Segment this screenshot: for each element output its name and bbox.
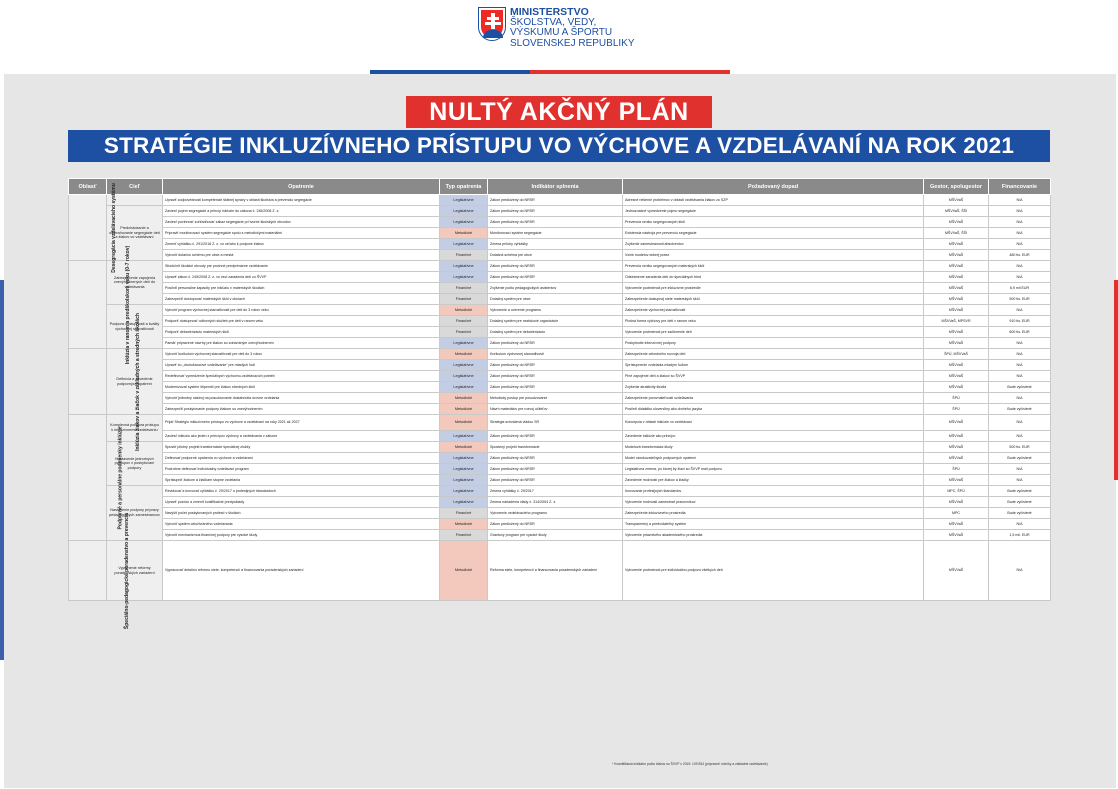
- table-row: [69, 305, 1051, 316]
- gestor-cell: MŠVVaŠ: [924, 371, 989, 382]
- impact-cell: Zavedenie inklúzie ako princípu: [623, 431, 924, 442]
- impact-cell: Posilniť didaktiku slovenčiny ako druhého jazyka: [623, 404, 924, 415]
- indicator-cell: Zákon predložený do NRSR: [488, 360, 623, 371]
- measure-cell: Vytvoriť kurikulum výchovnej starostlivosti pre deti do 3 rokov: [163, 349, 440, 360]
- table-row: [69, 442, 1051, 453]
- funding-cell: N/A: [989, 239, 1051, 250]
- funding-cell: N/A: [989, 464, 1051, 475]
- measure-cell: Upraviť zákon č. 245/2008 Z. z. vo veci zaradenia detí zo ŠVVP: [163, 272, 440, 283]
- funding-cell: N/A: [989, 261, 1051, 272]
- measure-cell: Zaviesť pojem segregácie a princíp inklúzie do zákona č. 245/2008 Z. z.: [163, 206, 440, 217]
- gestor-cell: MŠVVaŠ, MPSVR: [924, 316, 989, 327]
- impact-cell: Odstránenie zaradenia detí do špeciálnych tried: [623, 272, 924, 283]
- column-header: Indikátor splnenia: [488, 179, 623, 195]
- funding-cell: N/A: [989, 305, 1051, 316]
- table-row: [69, 393, 1051, 404]
- type-cell: Metodické: [440, 519, 488, 530]
- indicator-cell: Dotačná schéma pre obce: [488, 250, 623, 261]
- table-row: [69, 349, 1051, 360]
- area-label: Špeciálno-pedagogické poradenstvo a prevencia: [124, 512, 131, 629]
- type-cell: Metodické: [440, 541, 488, 601]
- gestor-cell: MŠVVaŠ: [924, 305, 989, 316]
- indicator-cell: Zákon predložený do NRSR: [488, 272, 623, 283]
- type-cell: Metodické: [440, 442, 488, 453]
- funding-cell: N/A: [989, 217, 1051, 228]
- type-cell: Legislatívne: [440, 431, 488, 442]
- gestor-cell: MŠVVaŠ: [924, 519, 989, 530]
- table-row: [69, 195, 1051, 206]
- funding-cell: N/A: [989, 371, 1051, 382]
- impact-cell: Plošná forma výchovy pre deti v ranom veku: [623, 316, 924, 327]
- impact-cell: Adresné riešenie problémov v oblasti vzdelávania žiakov zo SZP: [623, 195, 924, 206]
- measure-cell: Zabezpečiť poskytovanie podpory žiakom so znevýhodnením: [163, 404, 440, 415]
- funding-cell: N/A: [989, 360, 1051, 371]
- impact-cell: Zabezpečenie výchovnej starostlivosti: [623, 305, 924, 316]
- gestor-cell: ŠPÚ, MŠVVaŠ: [924, 349, 989, 360]
- indicator-cell: Zvýšenie počtu pedagogických asistentov: [488, 283, 623, 294]
- impact-cell: Zvýšenie zamestnanosti absolventov: [623, 239, 924, 250]
- type-cell: Legislatívne: [440, 382, 488, 393]
- ministry-line: ŠKOLSTVA, VEDY,: [510, 16, 597, 28]
- impact-cell: Zabezpečenie dostupnej siete materských škôl: [623, 294, 924, 305]
- funding-cell: Bude vyčíslené: [989, 382, 1051, 393]
- gestor-cell: ŠPÚ: [924, 393, 989, 404]
- gestor-cell: MŠVVaŠ: [924, 475, 989, 486]
- type-cell: Legislatívne: [440, 261, 488, 272]
- area-label: Desegregácia vzdelávacieho systému: [110, 182, 117, 273]
- indicator-cell: Zákon predložený do NRSR: [488, 195, 623, 206]
- funding-cell: Bude vyčíslené: [989, 453, 1051, 464]
- goal-cell: Podpora dostupnosti a kvality výchovnej starostlivosti: [107, 305, 163, 349]
- impact-cell: Zabezpečenie inkluzívneho prostredia: [623, 508, 924, 519]
- impact-cell: Vytvorenie možnosti zamestnať pracovníkov: [623, 497, 924, 508]
- type-cell: Finančné: [440, 508, 488, 519]
- area-label: Podporné a personálne podmienky inklúzie: [117, 425, 124, 530]
- indicator-cell: Zákon predložený do NRSR: [488, 453, 623, 464]
- funding-cell: 1,5 mil. EUR: [989, 530, 1051, 541]
- indicator-cell: Zákon predložený do NRSR: [488, 431, 623, 442]
- column-header: Gestor, spolugestor: [924, 179, 989, 195]
- funding-cell: Bude vyčíslené: [989, 404, 1051, 415]
- indicator-cell: Zákon predložený do NRSR: [488, 338, 623, 349]
- type-cell: Finančné: [440, 250, 488, 261]
- impact-cell: Zvýšenie atraktivity štúdia: [623, 382, 924, 393]
- type-cell: Legislatívne: [440, 239, 488, 250]
- table-row: [69, 530, 1051, 541]
- measure-cell: Sprístupniť žiakom a žiačkam stupne vzdelania: [163, 475, 440, 486]
- impact-cell: Modelová transformácia školy: [623, 442, 924, 453]
- measure-cell: Vypracovať detailnú reformu siete, kompetencií a financovania poradenských zariadení: [163, 541, 440, 601]
- funding-cell: 480 tis. EUR: [989, 250, 1051, 261]
- indicator-cell: Monitorovací systém segregácie: [488, 228, 623, 239]
- funding-cell: N/A: [989, 475, 1051, 486]
- type-cell: Legislatívne: [440, 453, 488, 464]
- measure-cell: Zaviesť povinnosť zohľadňovať zákaz segregácie pri tvorbe školských obvodov: [163, 217, 440, 228]
- measure-cell: Podporiť dostupnosť odborných služieb pre deti v ranom veku: [163, 316, 440, 327]
- area-label: Inklúzia v ranom a predškolskom veku (0-7 rokov): [125, 245, 132, 364]
- measure-cell: Upraviť zodpovednosti kompetencie štátnej správy v oblasti školstva a prevenciu segregácie: [163, 195, 440, 206]
- table-row: [69, 294, 1051, 305]
- gestor-cell: MŠVVaŠ: [924, 530, 989, 541]
- funding-cell: Bude vyčíslené: [989, 497, 1051, 508]
- measure-cell: Redefinovať vymedzenie špeciálnych výchovno-vzdelávacích potrieb: [163, 371, 440, 382]
- table-row: [69, 338, 1051, 349]
- type-cell: Legislatívne: [440, 206, 488, 217]
- impact-cell: Zavedenie možností pre žiakov a žiačky: [623, 475, 924, 486]
- gestor-cell: MŠVVaŠ: [924, 239, 989, 250]
- table-row: [69, 217, 1051, 228]
- gestor-cell: MŠVVaŠ: [924, 272, 989, 283]
- impact-cell: Vznik modelov dobrej praxe: [623, 250, 924, 261]
- gestor-cell: MPC, ŠPÚ: [924, 486, 989, 497]
- funding-cell: Bude vyčíslené: [989, 486, 1051, 497]
- impact-cell: Existencia nástroja pre prevenciu segregácie: [623, 228, 924, 239]
- funding-cell: Bude vyčíslené: [989, 508, 1051, 519]
- measure-cell: Definovať podporné opatrenia vo výchove a vzdelávaní: [163, 453, 440, 464]
- type-cell: Finančné: [440, 530, 488, 541]
- gestor-cell: MŠVVaŠ: [924, 250, 989, 261]
- gestor-cell: ŠPÚ: [924, 404, 989, 415]
- funding-cell: N/A: [989, 195, 1051, 206]
- table-row: [69, 327, 1051, 338]
- funding-cell: N/A: [989, 349, 1051, 360]
- indicator-cell: Metodický postup pre posudzovanie: [488, 393, 623, 404]
- goal-cell: Vyjasnenie reformy poradenských zariadení: [107, 541, 163, 601]
- type-cell: Legislatívne: [440, 475, 488, 486]
- table-row: [69, 431, 1051, 442]
- indicator-cell: Zmena vyhlášky č. 29/2017: [488, 486, 623, 497]
- table-row: [69, 250, 1051, 261]
- header: [0, 0, 1118, 70]
- indicator-cell: Reforma siete, kompetencií a financovania poradenských zariadení: [488, 541, 623, 601]
- measure-cell: Vytvoriť jednotný nástroj na posudzovanie dosiahnutia úrovne vzdelania: [163, 393, 440, 404]
- ministry-line: VÝSKUMU A ŠPORTU: [510, 27, 613, 38]
- table-row: [69, 261, 1051, 272]
- impact-cell: Inovovanie profesijných štandardov: [623, 486, 924, 497]
- impact-cell: Zabezpečenie porovnateľnosti vzdelávania: [623, 393, 924, 404]
- column-header: Požadovaný dopad: [623, 179, 924, 195]
- indicator-cell: Zákon predložený do NRSR: [488, 206, 623, 217]
- table-row: [69, 486, 1051, 497]
- measure-cell: Vytvoriť program výchovnej starostlivosti pre deti do 3 rokov veku: [163, 305, 440, 316]
- impact-cell: Jednoznačné vymedzenie pojmu segregácie: [623, 206, 924, 217]
- measure-cell: Modernizovať systém štipendií pre žiakov stredných škôl: [163, 382, 440, 393]
- action-plan-table: [68, 178, 1051, 629]
- area-label: Inklúzia žiakov a žiačok v základných a stredných školách: [134, 312, 141, 451]
- gestor-cell: MŠVVaŠ: [924, 382, 989, 393]
- funding-cell: N/A: [989, 393, 1051, 404]
- table-row: [69, 228, 1051, 239]
- footnote: * Kvantifikácia indikátor počtu žiakov so ŠVVP v 2019: 109 834 (prípravné ročníky a základné vzdelávanie): [612, 762, 768, 766]
- impact-cell: Prevencia vzniku segregovaných materských škôl: [623, 261, 924, 272]
- table-row: [69, 464, 1051, 475]
- indicator-cell: Návrh materiálov pre rozvoj učiteľov: [488, 404, 623, 415]
- type-cell: Finančné: [440, 327, 488, 338]
- goal-cell: Definícia a zavedenie podporných opatrení: [107, 349, 163, 415]
- type-cell: Legislatívne: [440, 338, 488, 349]
- table-row: [69, 453, 1051, 464]
- table-row: [69, 382, 1051, 393]
- gestor-cell: MŠVVaŠ: [924, 541, 989, 601]
- indicator-cell: Dotačný systém pre neziskové organizácie: [488, 316, 623, 327]
- table-header-row: [69, 179, 1051, 195]
- impact-cell: Sprístupnenie vzdelania mladým ľuďom: [623, 360, 924, 371]
- impact-cell: Plné zapojenie detí a žiakov so ŠVVP: [623, 371, 924, 382]
- table-row: [69, 475, 1051, 486]
- type-cell: Finančné: [440, 294, 488, 305]
- measure-cell: Prijať Stratégiu inkluzívneho prístupu vo výchove a vzdelávaní na roky 2021 až 2027: [163, 415, 440, 431]
- indicator-cell: Zákon predložený do NRSR: [488, 261, 623, 272]
- impact-cell: Poskytnutie intenzívnej podpory: [623, 338, 924, 349]
- funding-cell: 910 tis. EUR: [989, 316, 1051, 327]
- gestor-cell: MŠVVaŠ: [924, 453, 989, 464]
- indicator-cell: Zákon predložený do NRSR: [488, 464, 623, 475]
- funding-cell: N/A: [989, 519, 1051, 530]
- measure-cell: Posilniť personálne kapacity pre inklúziu v materských školách: [163, 283, 440, 294]
- goal-cell: Predchádzanie a odstraňovanie segregácie detí a žiakov vo vzdelávaní: [107, 206, 163, 261]
- indicator-cell: Vytvorenie a overenie programu: [488, 305, 623, 316]
- gestor-cell: MŠVVaŠ: [924, 497, 989, 508]
- indicator-cell: Stratégia schválená vládou SR: [488, 415, 623, 431]
- measure-cell: Vytvoriť systém celoživotného vzdelávania: [163, 519, 440, 530]
- gestor-cell: MŠVVaŠ: [924, 360, 989, 371]
- impact-cell: Prevencia vzniku segregovaných škôl: [623, 217, 924, 228]
- decor-stripe: [1114, 280, 1118, 480]
- impact-cell: Vytvorenie priaznivého akademického prostredia: [623, 530, 924, 541]
- gestor-cell: MŠVVaŠ, ŠŠI: [924, 206, 989, 217]
- indicator-cell: Zákon predložený do NRSR: [488, 217, 623, 228]
- gestor-cell: MŠVVaŠ: [924, 283, 989, 294]
- type-cell: Metodické: [440, 305, 488, 316]
- impact-cell: Vytvorenie podmienok pre inkluzívne prostredie: [623, 283, 924, 294]
- funding-cell: N/A: [989, 206, 1051, 217]
- indicator-cell: Spustený projekt transformácie: [488, 442, 623, 453]
- table-row: [69, 508, 1051, 519]
- type-cell: Metodické: [440, 228, 488, 239]
- area-cell: [69, 512, 131, 629]
- type-cell: Finančné: [440, 316, 488, 327]
- funding-cell: N/A: [989, 431, 1051, 442]
- impact-cell: Zabezpečenie celostného rozvoja detí: [623, 349, 924, 360]
- indicator-cell: Zmena prílohy vyhlášky: [488, 239, 623, 250]
- measure-cell: Revidovať a inovovať vyhlášku č. 29/2017 o profesijných štandardoch: [163, 486, 440, 497]
- table-row: [69, 272, 1051, 283]
- funding-cell: 500 tis. EUR: [989, 294, 1051, 305]
- type-cell: Metodické: [440, 393, 488, 404]
- type-cell: Metodické: [440, 404, 488, 415]
- area-cell: [69, 245, 132, 364]
- column-header: Typ opatrenia: [440, 179, 488, 195]
- funding-cell: 6,9 mil EUR: [989, 283, 1051, 294]
- measure-cell: Podrobne definovať individuálny vzdelávací program: [163, 464, 440, 475]
- column-header: Financovanie: [989, 179, 1051, 195]
- measure-cell: Spustiť pilotný projekt transformácie špeciálnej zložky: [163, 442, 440, 453]
- ministry-line: SLOVENSKEJ REPUBLIKY: [510, 37, 635, 49]
- measure-cell: Zmeniť vyhlášku č. 291/2018 Z. z. vo vzťahu k podpore žiakov: [163, 239, 440, 250]
- indicator-cell: Zákon predložený do NRSR: [488, 382, 623, 393]
- indicator-cell: Grantový program pre vysoké školy: [488, 530, 623, 541]
- type-cell: Legislatívne: [440, 464, 488, 475]
- table-row: [69, 404, 1051, 415]
- indicator-cell: Dotačný systém pre debarierizáciu: [488, 327, 623, 338]
- column-header: Oblasť: [69, 179, 107, 195]
- funding-cell: N/A: [989, 541, 1051, 601]
- funding-cell: N/A: [989, 338, 1051, 349]
- gestor-cell: MŠVVaŠ, ŠŠI: [924, 228, 989, 239]
- measure-cell: Upraviť čo „druhošancové vzdelávanie“ pre mladých ľudí: [163, 360, 440, 371]
- indicator-cell: Kurikulum výchovnej starostlivosti: [488, 349, 623, 360]
- table-row: [69, 415, 1051, 431]
- indicator-cell: Zákon predložený do NRSR: [488, 475, 623, 486]
- indicator-cell: Vytvorenie vzdelávacieho programu: [488, 508, 623, 519]
- column-header: Opatrenie: [163, 179, 440, 195]
- gestor-cell: MŠVVaŠ: [924, 195, 989, 206]
- table-row: [69, 283, 1051, 294]
- gestor-cell: MŠVVaŠ: [924, 217, 989, 228]
- type-cell: Legislatívne: [440, 272, 488, 283]
- indicator-cell: Zmena nariadenia vlády č. 314/2004 Z. z.: [488, 497, 623, 508]
- funding-cell: N/A: [989, 228, 1051, 239]
- type-cell: Metodické: [440, 349, 488, 360]
- gestor-cell: MŠVVaŠ: [924, 442, 989, 453]
- type-cell: Legislatívne: [440, 195, 488, 206]
- impact-cell: Vytvorenie podmienok pre individuálnu podporu všetkých detí: [623, 541, 924, 601]
- table-row: [69, 239, 1051, 250]
- gestor-cell: MŠVVaŠ: [924, 415, 989, 431]
- impact-cell: Vytvorenie podmienok pre začlenenie detí: [623, 327, 924, 338]
- gestor-cell: MPC: [924, 508, 989, 519]
- table-row: [69, 316, 1051, 327]
- measure-cell: Zaviesť inklúziu ako jeden z princípov výchovy a vzdelávania v zákone: [163, 431, 440, 442]
- indicator-cell: Zákon predložený do NRSR: [488, 519, 623, 530]
- measure-cell: Zabezpečiť dostupnosť materských škôl v obciach: [163, 294, 440, 305]
- gestor-cell: ŠPÚ: [924, 464, 989, 475]
- type-cell: Metodické: [440, 415, 488, 431]
- table-row: [69, 206, 1051, 217]
- goal-cell: Zabezpečenie zapojenia znevýhodnených detí do vzdelávania: [107, 261, 163, 305]
- gestor-cell: MŠVVaŠ: [924, 431, 989, 442]
- ministry-name: [510, 7, 635, 49]
- table-row: [69, 519, 1051, 530]
- impact-cell: Koncepcia v oblasti inklúzie vo vzdelávaní: [623, 415, 924, 431]
- table-row: [69, 360, 1051, 371]
- page-subtitle: STRATÉGIE INKLUZÍVNEHO PRÍSTUPU VO VÝCHOVE A VZDELÁVANÍ NA ROK 2021: [68, 130, 1050, 162]
- type-cell: Legislatívne: [440, 371, 488, 382]
- impact-cell: Legislatívna zmena, po ktorej by žiaci so ŠVVP mali podporu: [623, 464, 924, 475]
- measure-cell: Upraviť pozíciu a zmeniť kvalifikačné predpoklady: [163, 497, 440, 508]
- impact-cell: Transparentný a predvídateľný systém: [623, 519, 924, 530]
- table-row: [69, 497, 1051, 508]
- gestor-cell: MŠVVaŠ: [924, 338, 989, 349]
- goal-cell: Nastavenie podpory prípravy pedagogických zamestnancov: [107, 486, 163, 541]
- funding-cell: N/A: [989, 415, 1051, 431]
- type-cell: Legislatívne: [440, 360, 488, 371]
- goal-cell: Nastavenie jednotných postupov v poskytovaní podpory: [107, 442, 163, 486]
- indicator-cell: Dotačný systém pre obce: [488, 294, 623, 305]
- funding-cell: N/A: [989, 272, 1051, 283]
- type-cell: Legislatívne: [440, 486, 488, 497]
- goal-cell: Komplexná podpora prístupu k inkluzívnemu vzdelávaniu: [107, 415, 163, 442]
- impact-cell: Model nárokovateľných podporných opatrení: [623, 453, 924, 464]
- gestor-cell: MŠVVaŠ: [924, 261, 989, 272]
- measure-cell: Navýšiť počet poskytovaných profesií v školách: [163, 508, 440, 519]
- measure-cell: Sfunkčniť školské obvody pre povinné predprimárne vzdelávanie: [163, 261, 440, 272]
- type-cell: Finančné: [440, 283, 488, 294]
- measure-cell: Pripraviť monitorovací systém segregácie spolu s metodickými materiálmi: [163, 228, 440, 239]
- measure-cell: Pamäť pripravené návrhy pre žiakov so zdravotným znevýhodnením: [163, 338, 440, 349]
- measure-cell: Vytvoriť dotačnú schému pre obce a mestá: [163, 250, 440, 261]
- funding-cell: 500 tis. EUR: [989, 442, 1051, 453]
- measure-cell: Vytvoriť mechanizmus finančnej podpory pre vysoké školy: [163, 530, 440, 541]
- table-row: [69, 541, 1051, 601]
- indicator-cell: Zákon predložený do NRSR: [488, 371, 623, 382]
- type-cell: Legislatívne: [440, 217, 488, 228]
- ministry-line: MINISTERSTVO: [510, 6, 589, 18]
- funding-cell: 600 tis. EUR: [989, 327, 1051, 338]
- column-header: Cieľ: [107, 179, 163, 195]
- gestor-cell: MŠVVaŠ: [924, 294, 989, 305]
- gestor-cell: MŠVVaŠ: [924, 327, 989, 338]
- table-row: [69, 371, 1051, 382]
- area-cell: [69, 415, 124, 541]
- coat-of-arms-logo: [479, 8, 505, 40]
- page-title: NULTÝ AKČNÝ PLÁN: [406, 96, 712, 128]
- measure-cell: Podporiť debarierizáciu materských škôl: [163, 327, 440, 338]
- decor-stripe: [0, 280, 4, 660]
- type-cell: Legislatívne: [440, 497, 488, 508]
